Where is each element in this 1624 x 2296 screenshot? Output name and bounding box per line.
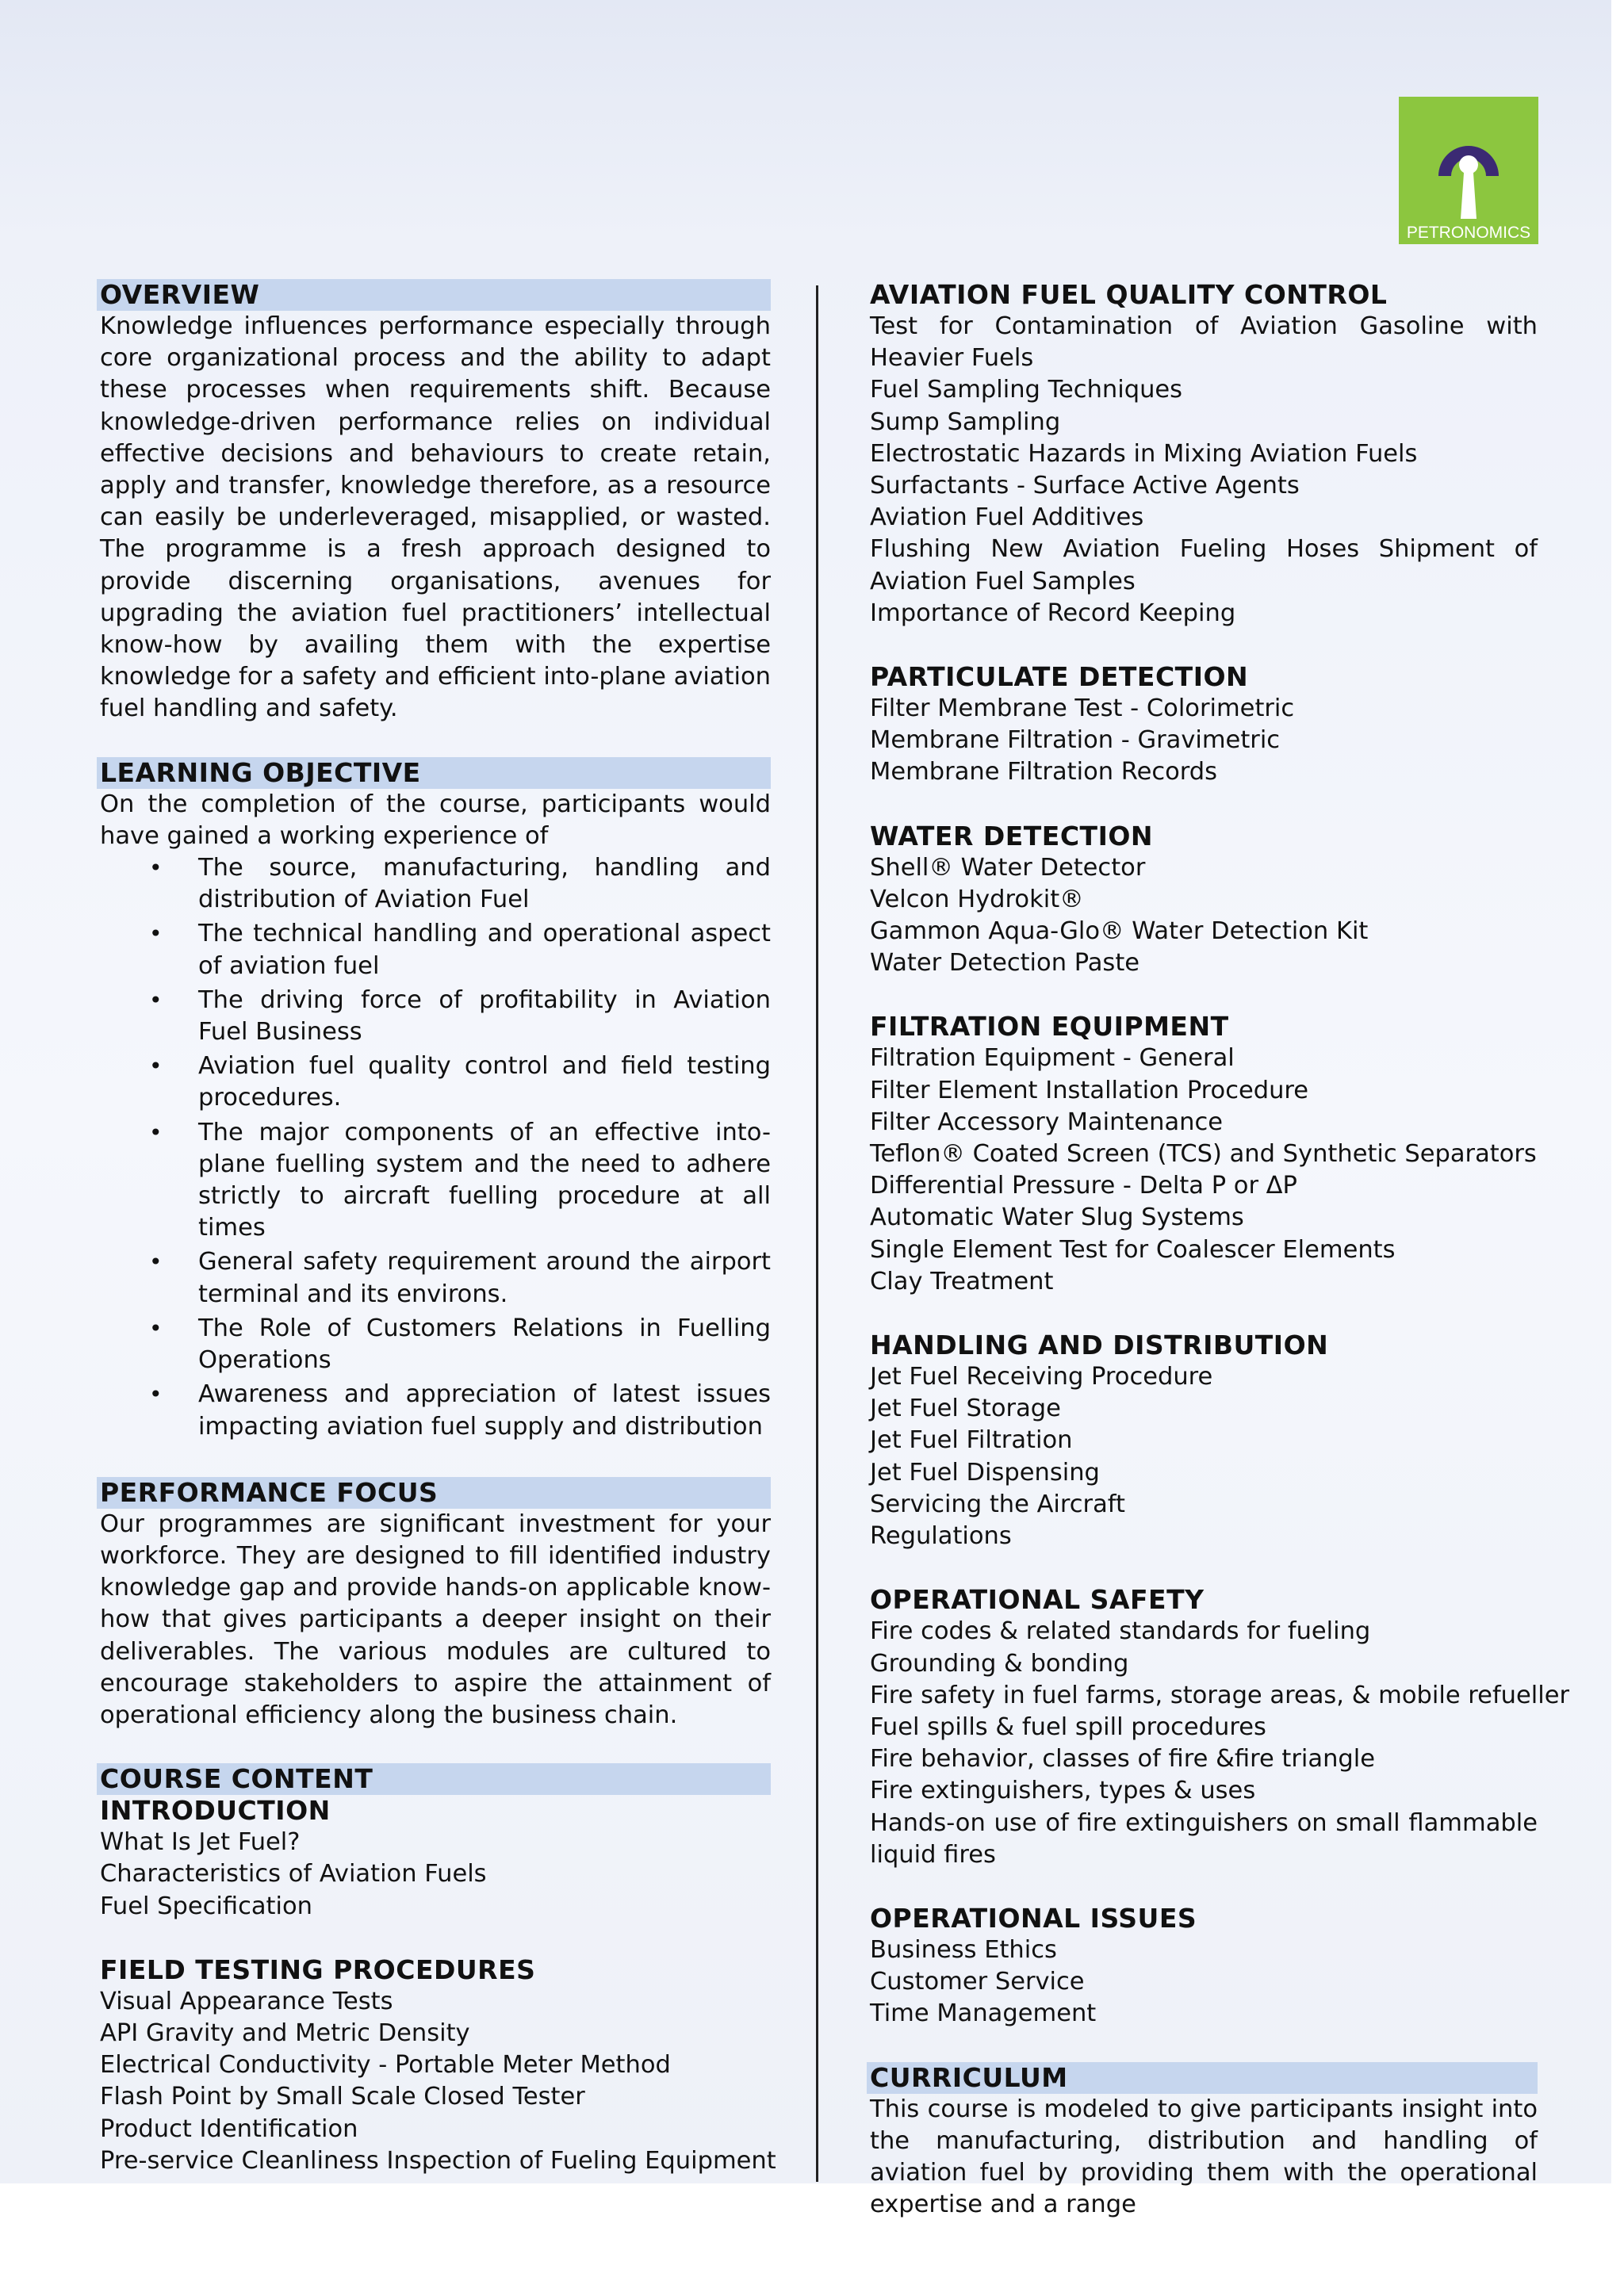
list-item: • The technical handling and operational aspect of aviation fuel [149,920,771,980]
list-item: Filtration Equipment - General [870,1044,1235,1073]
list-item: Fire safety in fuel farms, storage areas, & mobile refueller [870,1681,1570,1709]
list-item: Jet Fuel Storage [870,1395,1061,1423]
list-item: Filter Accessory Maintenance [870,1108,1224,1136]
brand-name: PETRONOMICS [1406,224,1531,242]
list-item: Test for Contamination of Aviation Gasoline with Heavier Fuels [870,312,1538,373]
list-item: • The Role of Customers Relations in Fuelling Operations [149,1314,771,1375]
subheading-field-testing: FIELD TESTING PROCEDURES [100,1954,536,1985]
list-item: Filter Element Installation Procedure [870,1076,1309,1104]
section-heading-performance-focus: PERFORMANCE FOCUS [97,1477,771,1509]
list-item: • General safety requirement around the airport terminal and its environs. [149,1248,771,1308]
list-item: Fuel spills & fuel spill procedures [870,1712,1266,1741]
list-item: Regulations [870,1522,1012,1551]
list-item: Fire codes & related standards for fueling [870,1617,1371,1646]
list-item: Business Ethics [870,1935,1057,1964]
heading-operational-safety: OPERATIONAL SAFETY [870,1584,1205,1616]
list-item: Fire behavior, classes of fire &fire triangle [870,1745,1376,1774]
list-item: Velcon Hydrokit® [870,885,1084,913]
list-item: API Gravity and Metric Density [100,2019,470,2047]
list-item: Filter Membrane Test - Colorimetric [870,695,1295,723]
list-item: Hands-on use of fire extinguishers on small flammable liquid fires [870,1808,1538,1869]
right-column [867,279,1570,2221]
heading-handling-distribution: HANDLING AND DISTRIBUTION [870,1330,1329,1361]
list-item: Jet Fuel Receiving Procedure [870,1363,1213,1391]
list-item: Time Management [870,1999,1097,2028]
learning-objectives-list [97,852,771,1443]
list-item: Jet Fuel Dispensing [870,1458,1100,1487]
list-item: Characteristics of Aviation Fuels [100,1860,487,1888]
list-item: Fuel Specification [100,1892,312,1920]
learning-intro: On the completion of the course, participants would have gained a working experience of [100,790,771,850]
list-item: • Aviation fuel quality control and field testing procedures. [149,1052,771,1112]
list-item: Servicing the Aircraft [870,1490,1125,1518]
heading-water-detection: WATER DETECTION [870,820,1154,851]
list-item: • The driving force of profitability in Aviation Fuel Business [149,985,771,1047]
performance-text: Our programmes are significant investment for your workforce. They are designed to fill identified industry knowledge gap and provide hands-on applicable know-how that gives participants a deeper insight on their deliverables. The various modules are cultured to encourage stakeholders to aspire the attainment of operational efficiency along the business chain. [100,1510,771,1729]
list-item: • Awareness and appreciation of latest issues impacting aviation fuel supply and distribution [149,1380,771,1441]
curriculum-text: This course is modeled to give participants insight into the manufacturing, distribution and handling of aviation fuel by providing them with the operational expertise and a range [870,2095,1538,2219]
list-item: • The source, manufacturing, handling and distribution of Aviation Fuel [149,854,771,914]
petronomics-logo [1399,97,1538,244]
list-item: Teflon® Coated Screen (TCS) and Synthetic Separators [870,1140,1537,1169]
list-item: Differential Pressure - Delta P or ΔP [870,1172,1297,1200]
left-column [97,279,776,2177]
subheading-introduction: INTRODUCTION [100,1795,331,1827]
section-heading-learning-objective: LEARNING OBJECTIVE [97,757,771,789]
list-item: What Is Jet Fuel? [100,1828,301,1857]
list-item: Shell® Water Detector [870,853,1146,882]
list-item: Visual Appearance Tests [100,1987,393,2015]
list-item: Aviation Fuel Additives [870,503,1144,532]
section-heading-course-content: COURSE CONTENT [97,1763,771,1795]
list-item: Importance of Record Keeping [870,599,1236,627]
list-item: Flushing New Aviation Fueling Hoses Shipment of Aviation Fuel Samples [870,535,1538,595]
list-item: Grounding & bonding [870,1649,1129,1678]
list-item: Gammon Aqua-Glo® Water Detection Kit [870,917,1369,946]
list-item: Single Element Test for Coalescer Elements [870,1235,1396,1264]
heading-particulate-detection: PARTICULATE DETECTION [870,661,1249,693]
list-item: Surfactants - Surface Active Agents [870,472,1300,500]
list-item: Automatic Water Slug Systems [870,1203,1244,1232]
list-item: Fire extinguishers, types & uses [870,1777,1256,1805]
list-item: Sump Sampling [870,408,1061,436]
section-heading-overview: OVERVIEW [97,279,771,311]
list-item: Product Identification [100,2114,358,2143]
list-item: Membrane Filtration Records [870,758,1218,786]
list-item: Membrane Filtration - Gravimetric [870,726,1281,755]
list-item: Pre-service Cleanliness Inspection of Fueling Equipment [100,2146,776,2175]
list-item: • The major components of an effective into-plane fuelling system and the need to adhere strictly to aircraft fuelling procedure at all times [149,1118,771,1242]
list-item: Water Detection Paste [870,949,1140,978]
heading-quality-control: AVIATION FUEL QUALITY CONTROL [870,279,1388,310]
list-item: Clay Treatment [870,1267,1054,1295]
list-item: Jet Fuel Filtration [870,1426,1073,1455]
list-item: Electrostatic Hazards in Mixing Aviation Fuels [870,439,1418,468]
list-item: Electrical Conductivity - Portable Meter Method [100,2051,671,2080]
section-heading-curriculum: CURRICULUM [867,2062,1538,2094]
overview-text: Knowledge influences performance especially through core organizational process and the ability to adapt these processes when requirements shift. Because knowledge-driven performance relies on individual effective decisions and behaviours to create retain, apply and transfer, knowledge therefore, as a resource can easily be underleveraged, misapplied, or wasted. The programme is a fresh approach designed to provide discerning organisations, avenues for upgrading the aviation fuel practitioners’ intellectual know-how by availing them with the expertise knowledge for a safety and efficient into-plane aviation fuel handling and safety. [100,312,771,723]
keyhole-logo-icon [1399,97,1538,244]
list-item: Customer Service [870,1968,1085,1996]
list-item: Fuel Sampling Techniques [870,376,1183,404]
heading-filtration-equipment: FILTRATION EQUIPMENT [870,1011,1229,1043]
heading-operational-issues: OPERATIONAL ISSUES [870,1902,1197,1934]
list-item: Flash Point by Small Scale Closed Tester [100,2083,585,2111]
column-divider [816,285,818,2182]
